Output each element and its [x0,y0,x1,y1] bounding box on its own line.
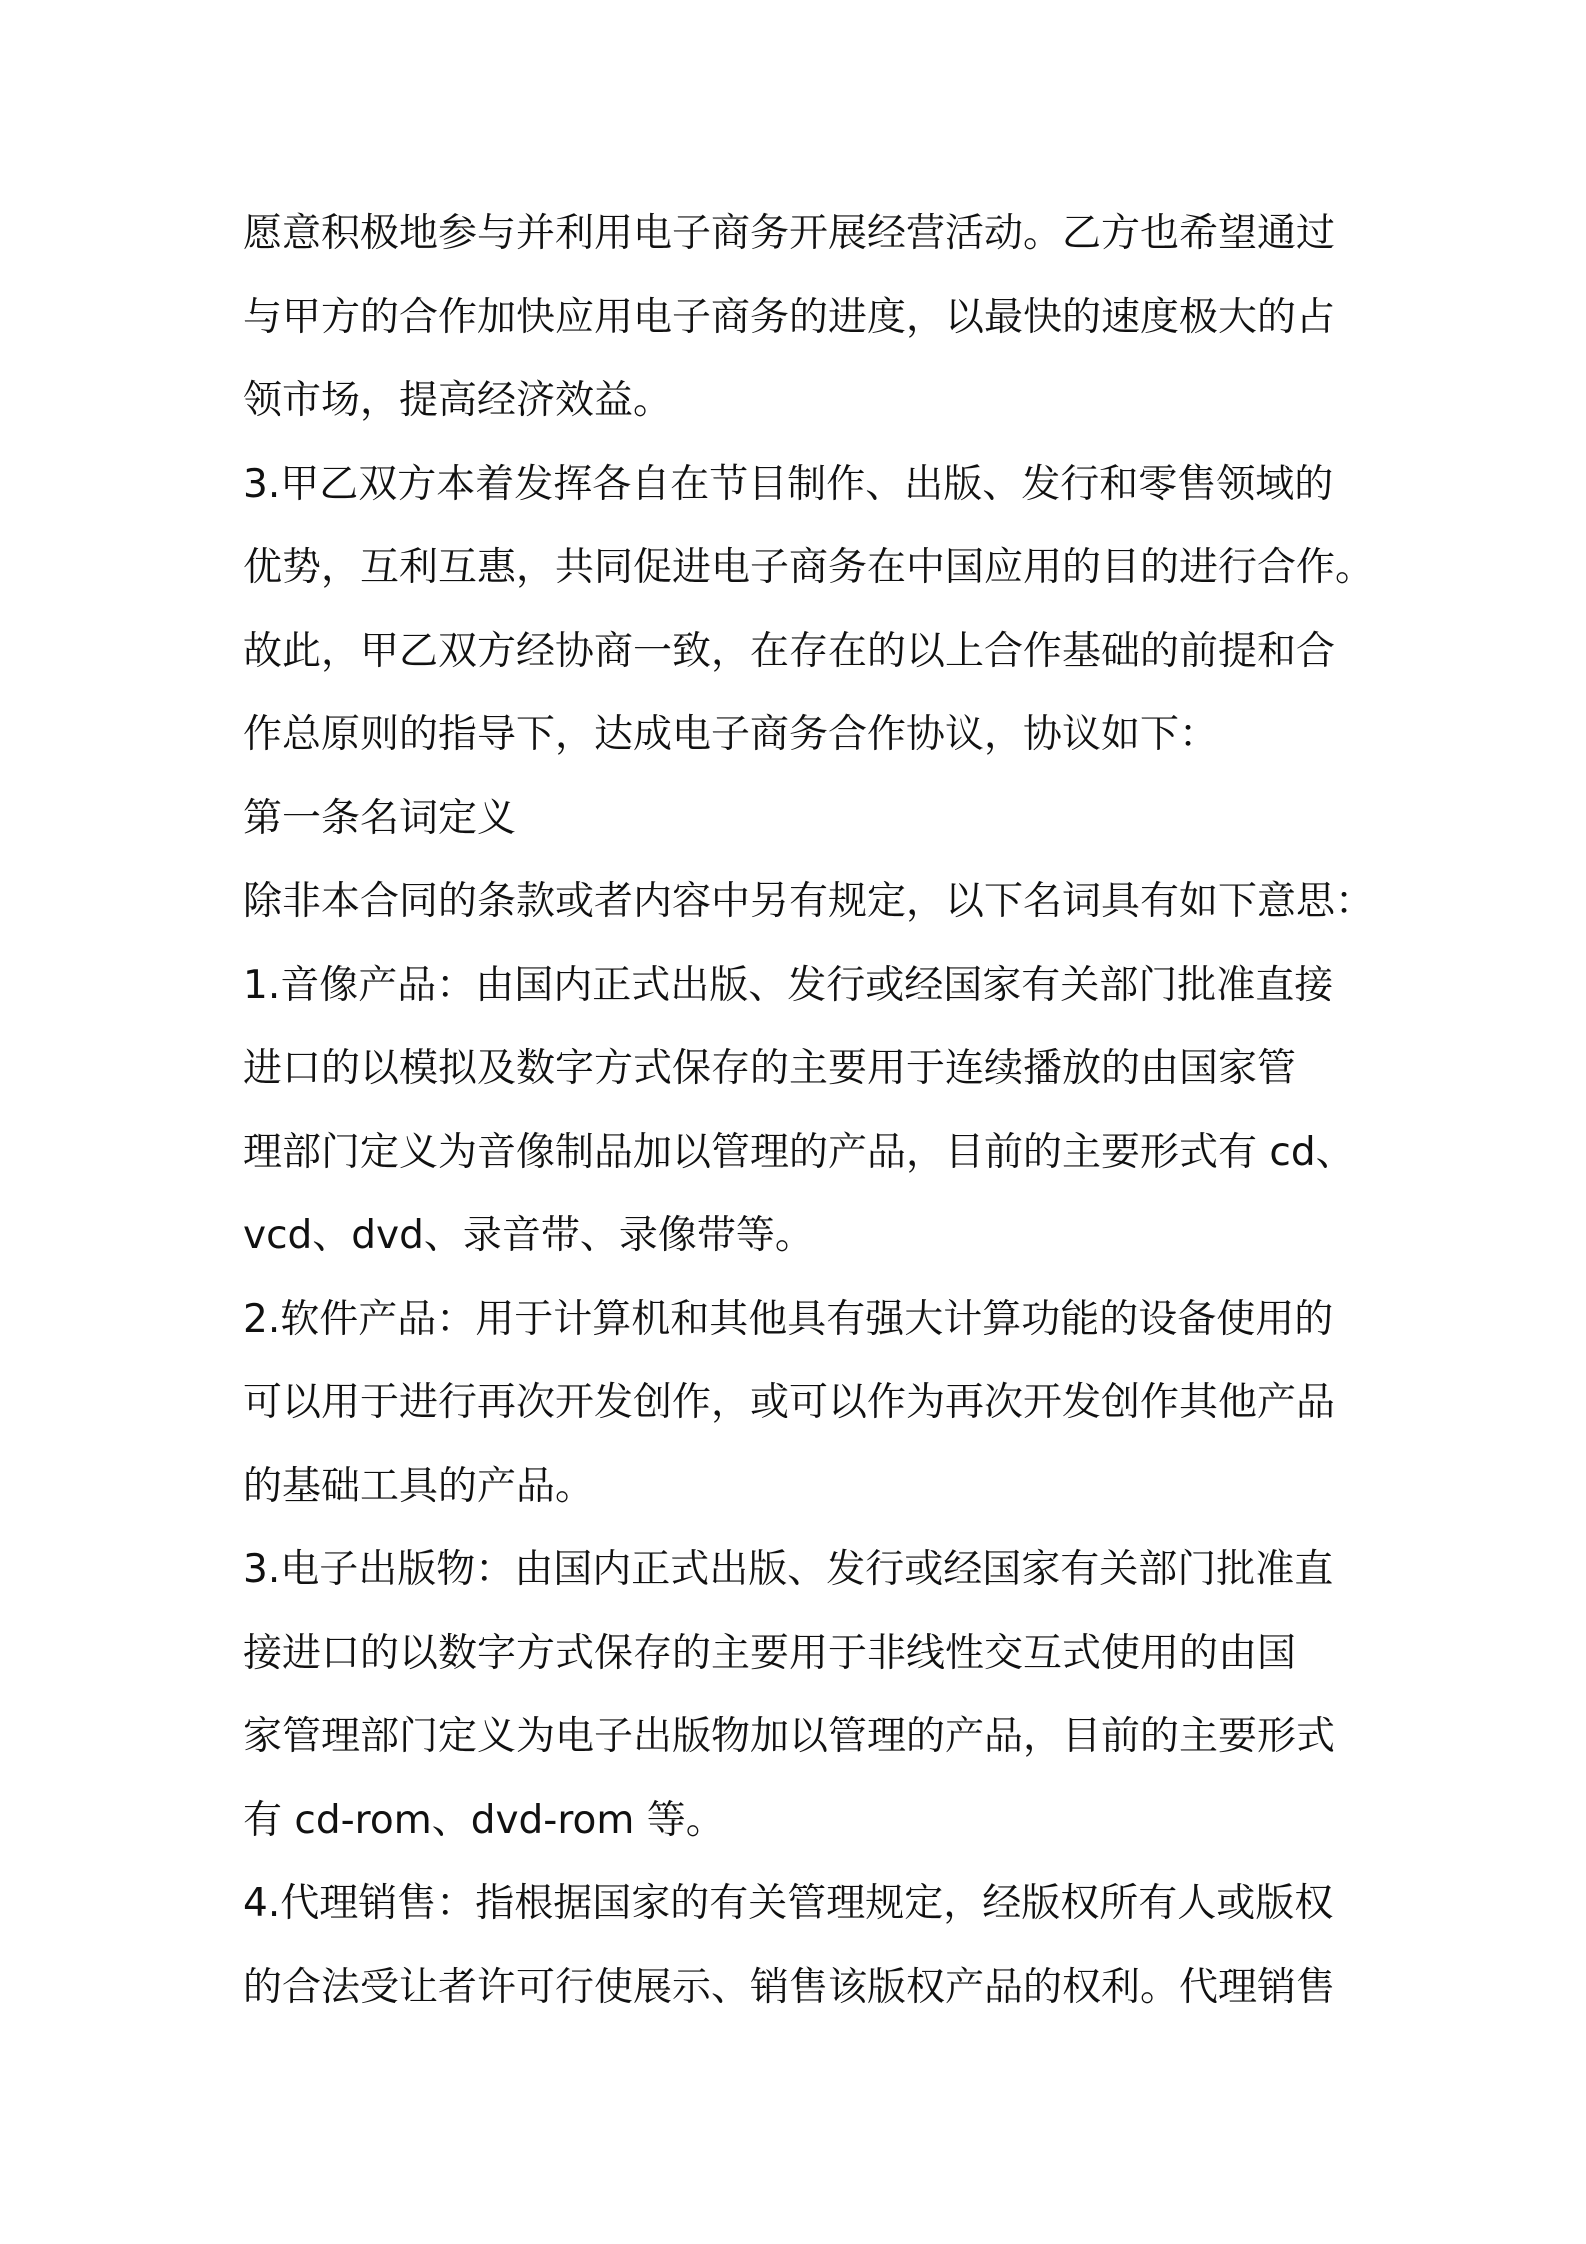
section-heading: 第一条名词定义 [243,795,517,841]
text-line: 领市场，提高经济效益。 [243,378,673,423]
text-line: 3.电子出版物：由国内正式出版、发行或经国家有关部门批准直 [243,1547,1334,1592]
document-body [243,192,1375,2029]
text-line: 作总原则的指导下，达成电子商务合作协议，协议如下： [243,712,1219,757]
text-line: 可以用于进行再次开发创作，或可以作为再次开发创作其他产品 [243,1380,1336,1425]
text-line: 理部门定义为音像制品加以管理的产品，目前的主要形式有 cd、 [243,1129,1355,1175]
text-line: 家管理部门定义为电子出版物加以管理的产品，目前的主要形式 [243,1714,1336,1759]
text-line: 接进口的以数字方式保存的主要用于非线性交互式使用的由国 [243,1630,1297,1676]
text-line: 有 cd-rom、dvd-rom 等。 [243,1797,725,1843]
text-line: 优势，互利互惠，共同促进电子商务在中国应用的目的进行合作。 [243,545,1375,590]
text-line: 2.软件产品：用于计算机和其他具有强大计算功能的设备使用的 [243,1296,1334,1342]
text-line: 与甲方的合作加快应用电子商务的进度，以最快的速度极大的占 [243,294,1336,340]
text-line: 愿意积极地参与并利用电子商务开展经营活动。乙方也希望通过 [243,211,1336,256]
text-line: 的基础工具的产品。 [243,1463,595,1509]
text-line: 除非本合同的条款或者内容中另有规定，以下名词具有如下意思： [243,879,1375,924]
text-line: 3.甲乙双方本着发挥各自在节目制作、出版、发行和零售领域的 [243,461,1334,507]
text-line: vcd、dvd、录音带、录像带等。 [243,1213,814,1258]
text-line: 的合法受让者许可行使展示、销售该版权产品的权利。代理销售 [243,1964,1336,2010]
text-line: 4.代理销售：指根据国家的有关管理规定，经版权所有人或版权 [243,1881,1334,1926]
text-line: 进口的以模拟及数字方式保存的主要用于连续播放的由国家管 [243,1046,1297,1091]
text-line: 1.音像产品：由国内正式出版、发行或经国家有关部门批准直接 [243,962,1334,1008]
text-line: 故此，甲乙双方经协商一致，在存在的以上合作基础的前提和合 [243,628,1336,674]
